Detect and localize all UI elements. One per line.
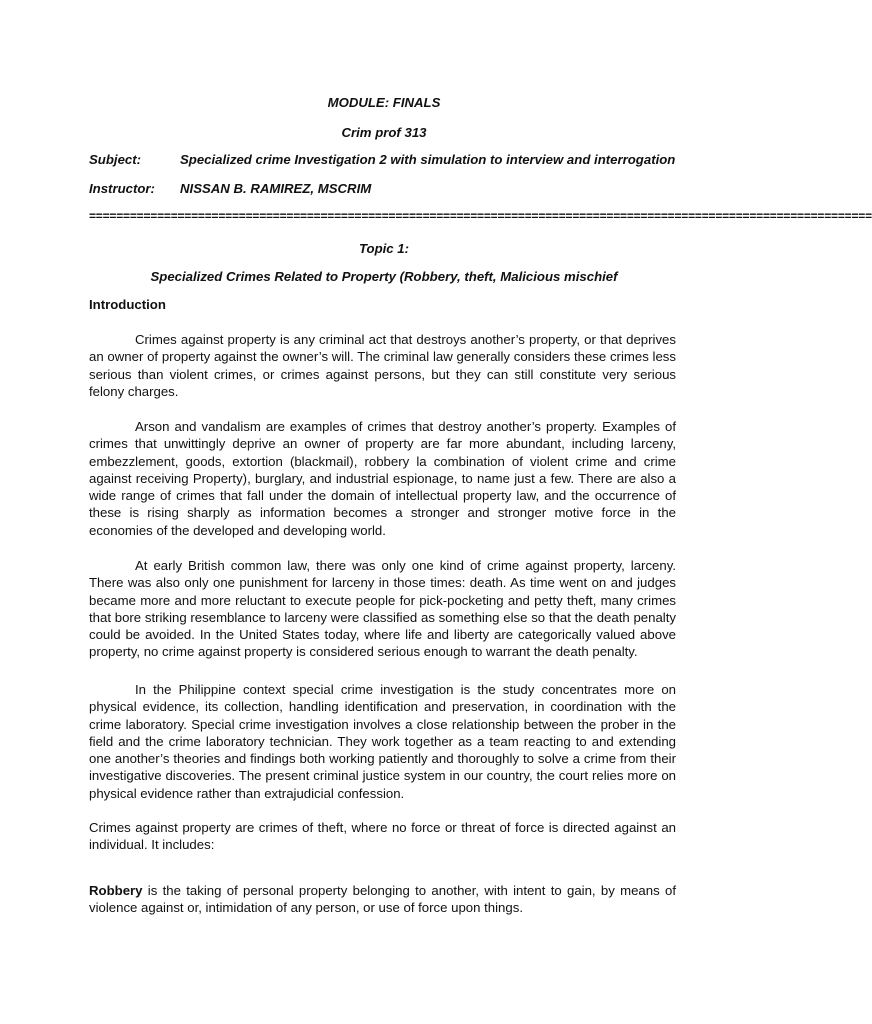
robbery-definition xyxy=(89,882,676,917)
instructor-label: Instructor: xyxy=(89,181,155,196)
includes-paragraph: Crimes against property are crimes of theft, where no force or threat of force is directed against an individual. It includes: xyxy=(89,820,676,853)
topic-number: Topic 1: xyxy=(358,241,410,256)
subject-label: Subject: xyxy=(89,152,142,167)
intro-heading: Introduction xyxy=(89,297,166,312)
module-title: MODULE: FINALS xyxy=(327,95,441,110)
paragraph-2: Arson and vandalism are examples of crimes that destroy another’s property. Examples of crimes that unwittingly deprive an owner of property are far more abundant, including larceny, embezzlement, goods, extortion (blackmail), robbery la combination of violent crime and crime against receiving Property), burglary, and industrial espionage, to name just a few. There are also a wide range of crimes that fall under the domain of intellectual property law, and the occurrence of these is rising sharply as information becomes a stronger and stronger motive force in the economies of the developed and developing world. xyxy=(89,419,676,538)
topic-title: Specialized Crimes Related to Property (Robbery, theft, Malicious mischief xyxy=(150,269,618,284)
robbery-term: Robbery xyxy=(89,883,143,898)
paragraph-1: Crimes against property is any criminal act that destroys another’s property, or that deprives an owner of property against the owner’s will. The criminal law generally considers these crimes less serious than violent crimes, or crimes against persons, but they can still constitute very serious felony charges. xyxy=(89,332,676,399)
subject-value: Specialized crime Investigation 2 with simulation to interview and interrogation xyxy=(180,152,676,167)
paragraph-4: In the Philippine context special crime investigation is the study concentrates more on physical evidence, its collection, handling identification and preservation, in coordination with the crime laboratory. Special crime investigation involves a close relationship between the prober in the field and the crime laboratory technician. They work together as a team reacting to and extending one another’s theories and findings both working patiently and thoroughly to solve a crime from their investigative discoveries. The present criminal justice system in our country, the court relies more on physical evidence rather than extrajudicial confession. xyxy=(89,682,676,801)
instructor-value: NISSAN B. RAMIREZ, MSCRIM xyxy=(180,181,372,196)
paragraph-3: At early British common law, there was only one kind of crime against property, larceny. There was also only one punishment for larceny in those times: death. As time went on and judges became more and more reluctant to execute people for pick-pocketing and petty theft, many crimes that bore striking resemblance to larceny were classified as something else so that the death penalty could be avoided. In the United States today, where life and liberty are categorically valued above property, no crime against property is considered serious enough to warrant the death penalty. xyxy=(89,558,676,660)
course-code: Crim prof 313 xyxy=(341,125,427,140)
divider-rule: =================================================================================================================== xyxy=(89,209,872,223)
robbery-definition-text: is the taking of personal property belonging to another, with intent to gain, by means of violence against or, intimidation of any person, or use of force upon things. xyxy=(89,883,676,916)
